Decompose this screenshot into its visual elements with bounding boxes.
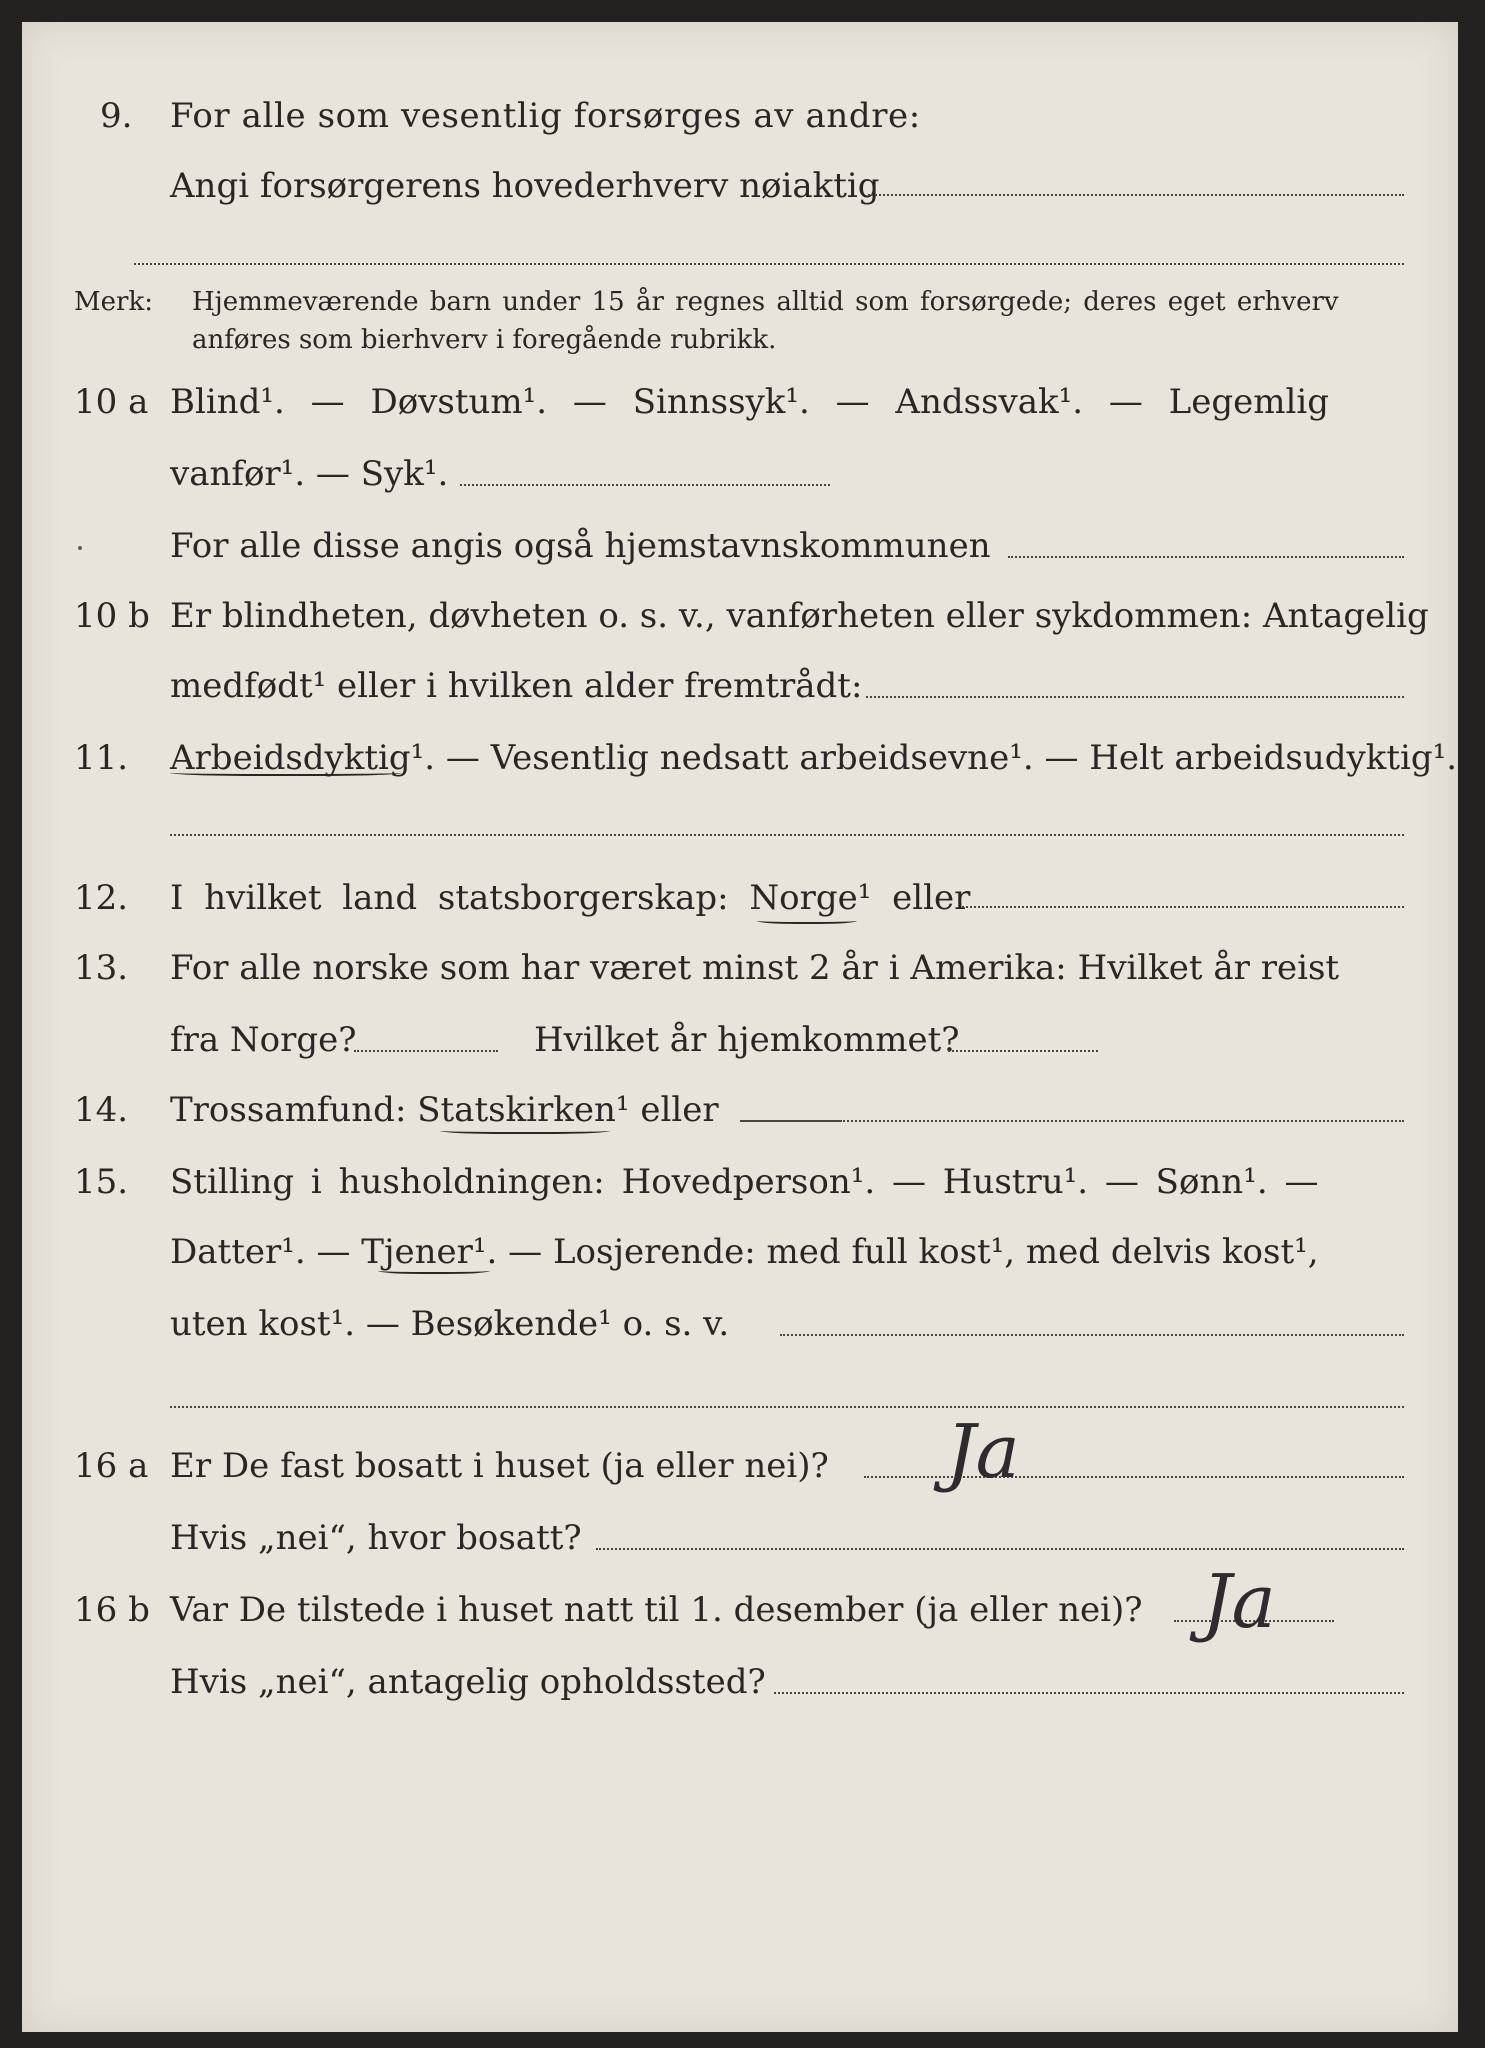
q10a-line1: Blind¹. — Døvstum¹. — Sinnssyk¹. — Andssvak¹. — Legemlig	[170, 382, 1329, 422]
q14-answer-dash	[740, 1120, 840, 1122]
q11-underline-mark	[170, 768, 402, 776]
q12-underline-mark	[757, 916, 857, 924]
q11-line1: Arbeidsdyktig¹. — Vesentlig nedsatt arbeidsevne¹. — Helt arbeidsudyktig¹.	[170, 738, 1458, 778]
q16a-number: 16 a	[74, 1446, 149, 1486]
q15-number: 15.	[74, 1162, 129, 1202]
q16a-handwritten-answer: Ja	[946, 1409, 1020, 1495]
q16a-line2: Hvis „nei“, hvor bosatt?	[170, 1518, 582, 1558]
q15-underline-mark	[378, 1266, 490, 1274]
q13-departed-line	[354, 1050, 498, 1052]
q11-number: 11.	[74, 738, 129, 778]
q16b-line2: Hvis „nei“, antagelig opholdssted?	[170, 1662, 766, 1702]
q13-line2b: Hvilket år hjemkommet?	[534, 1020, 960, 1060]
q12-number: 12.	[74, 878, 129, 918]
q14-answer-line	[840, 1120, 1404, 1122]
q13-line1: For alle norske som har været minst 2 år i Amerika: Hvilket år reist	[170, 948, 1340, 988]
q14-line1: Trossamfund: Statskirken¹ eller	[170, 1090, 719, 1130]
q15-answer-line-2	[170, 1406, 1404, 1408]
q9-answer-line-2	[134, 263, 1404, 265]
q9-line2: Angi forsørgerens hovederhverv nøiaktig	[170, 166, 880, 206]
q16a-answer-line	[864, 1476, 1404, 1478]
q9-answer-line	[868, 194, 1404, 196]
q9-number: 9.	[100, 96, 133, 136]
q15-answer-line	[780, 1334, 1404, 1336]
q16a-line1: Er De fast bosatt i huset (ja eller nei)?	[170, 1446, 829, 1486]
q10a-answer-line	[460, 484, 830, 486]
q16b-line1: Var De tilstede i huset natt til 1. desember (ja eller nei)?	[170, 1590, 1143, 1630]
q10b-number: 10 b	[74, 596, 150, 636]
q16b-number: 16 b	[74, 1590, 150, 1630]
q15-line3: uten kost¹. — Besøkende¹ o. s. v.	[170, 1304, 730, 1344]
q11-answer-line	[170, 834, 1404, 836]
q15-line1: Stilling i husholdningen: Hovedperson¹. — Hustru¹. — Sønn¹. —	[170, 1162, 1319, 1202]
q12-answer-line	[962, 906, 1404, 908]
q15-line2: Datter¹. — Tjener¹. — Losjerende: med full kost¹, med delvis kost¹,	[170, 1232, 1319, 1272]
q9-line1: For alle som vesentlig forsørges av andre:	[170, 96, 921, 136]
q13-number: 13.	[74, 948, 129, 988]
merk-line1: Hjemmeværende barn under 15 år regnes alltid som forsørgede; deres eget erhverv	[192, 287, 1339, 317]
q10a-hometown-line	[1008, 556, 1404, 558]
q10a-line2: vanfør¹. — Syk¹.	[170, 454, 449, 494]
q16b-stay-line	[774, 1692, 1404, 1694]
q16b-handwritten-answer: Ja	[1202, 1559, 1276, 1645]
q10b-line2: medfødt¹ eller i hvilken alder fremtrådt:	[170, 666, 863, 706]
form-page	[22, 22, 1458, 2032]
q14-number: 14.	[74, 1090, 129, 1130]
q13-line2a: fra Norge?	[170, 1020, 357, 1060]
q13-returned-line	[948, 1050, 1098, 1052]
q12-line1: I hvilket land statsborgerskap: Norge¹ eller	[170, 878, 971, 918]
q10a-number: 10 a	[74, 382, 149, 422]
merk-line2: anføres som bierhverv i foregående rubrikk.	[192, 325, 777, 355]
q10b-answer-line	[866, 696, 1404, 698]
merk-label: Merk:	[74, 287, 153, 317]
q16a-residence-line	[596, 1548, 1404, 1550]
q10a-line3: For alle disse angis også hjemstavnskommunen	[170, 526, 991, 566]
q14-underline-mark	[440, 1126, 610, 1134]
ink-speck	[78, 546, 82, 550]
q10b-line1: Er blindheten, døvheten o. s. v., vanførheten eller sykdommen: Antagelig	[170, 596, 1429, 636]
